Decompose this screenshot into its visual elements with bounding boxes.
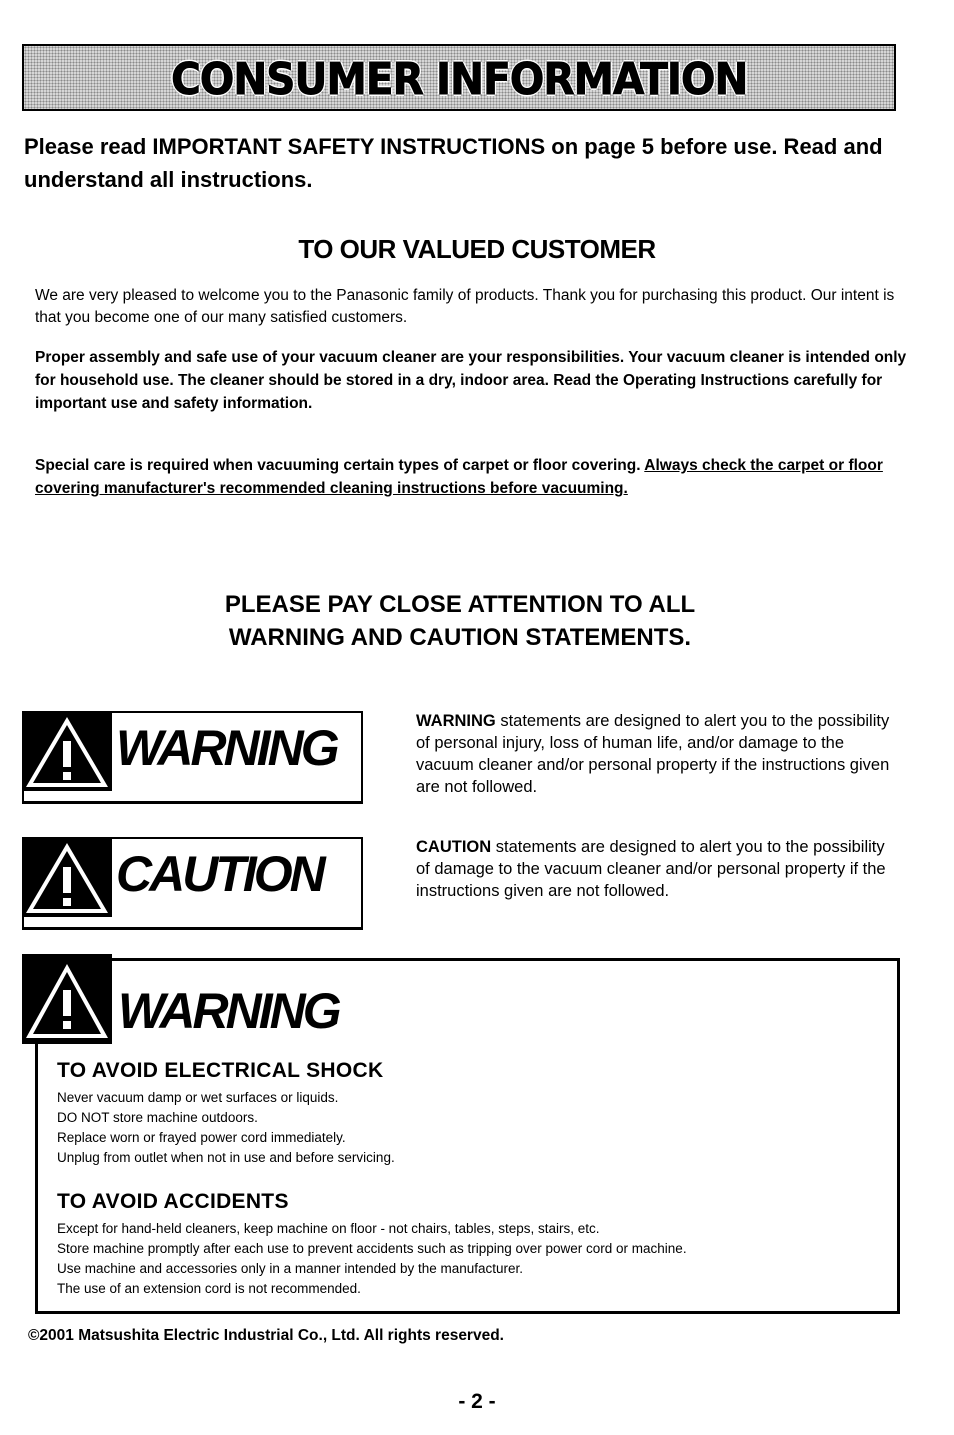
shock-line: DO NOT store machine outdoors. [57,1110,258,1125]
shock-line: Unplug from outlet when not in use and before servicing. [57,1150,395,1165]
caution-sign-word: CAUTION [116,846,323,902]
electrical-shock-heading: TO AVOID ELECTRICAL SHOCK [57,1059,384,1082]
special-care-paragraph [35,454,915,500]
warning-description [416,710,896,798]
valued-customer-heading: TO OUR VALUED CUSTOMER [298,234,656,264]
intro-instructions: Please read IMPORTANT SAFETY INSTRUCTIONS on page 5 before use. Read and understand all instructions. [24,134,883,192]
attention-line-2: WARNING AND CAUTION STATEMENTS. [228,624,692,651]
welcome-paragraph: We are very pleased to welcome you to the Panasonic family of products. Thank you for purchasing this product. Our intent is that you become one of our many satisfied customers. [35,287,895,326]
attention-heading [0,588,920,654]
warning-sign-word: WARNING [116,720,337,776]
accidents-heading: TO AVOID ACCIDENTS [57,1190,289,1213]
electrical-shock-list [57,1088,887,1168]
warning-box-triangle-icon [22,954,112,1044]
banner-title: CONSUMER INFORMATION [170,54,748,105]
warning-description-lead: WARNING [416,712,496,730]
shock-line: Replace worn or frayed power cord immediately. [57,1130,346,1145]
page-number: - 2 - [458,1390,496,1413]
shock-line: Never vacuum damp or wet surfaces or liquids. [57,1090,339,1105]
section-banner [22,44,896,111]
warning-box-word: WARNING [118,983,339,1039]
caution-description [416,836,896,902]
accident-line: The use of an extension cord is not recommended. [57,1281,361,1296]
special-care-underlined: Always check the carpet or floor covering manufacturer's recommended cleaning instructions before vacuuming. [35,457,883,497]
caution-description-text: statements are designed to alert you to the possibility of damage to the vacuum cleaner and/or personal property if the instructions given are not followed. [416,838,886,900]
special-care-text: Special care is required when vacuuming certain types of carpet or floor covering. [35,457,645,474]
caution-triangle-icon [22,837,112,917]
caution-sign [22,837,363,930]
responsibility-paragraph: Proper assembly and safe use of your vacuum cleaner are your responsibilities. Your vacuum cleaner is intended only for household use. The cleaner should be stored in a dry, indoor area. Read the Operating Instructions carefully for important use and safety information. [35,349,907,412]
copyright-notice: ©2001 Matsushita Electric Industrial Co., Ltd. All rights reserved. [28,1327,504,1344]
accident-line: Except for hand-held cleaners, keep machine on floor - not chairs, tables, steps, stairs, etc. [57,1221,600,1236]
attention-line-1: PLEASE PAY CLOSE ATTENTION TO ALL [224,591,696,618]
accident-line: Use machine and accessories only in a manner intended by the manufacturer. [57,1261,524,1276]
warning-triangle-icon [22,711,112,791]
accident-line: Store machine promptly after each use to prevent accidents such as tripping over power cord or machine. [57,1241,687,1256]
caution-description-lead: CAUTION [416,838,492,856]
warning-sign [22,711,363,804]
accidents-list [57,1219,887,1299]
warning-description-text: statements are designed to alert you to the possibility of personal injury, loss of human life, and/or damage to the vacuum cleaner and/or personal property if the instructions given are not followed. [416,712,890,796]
